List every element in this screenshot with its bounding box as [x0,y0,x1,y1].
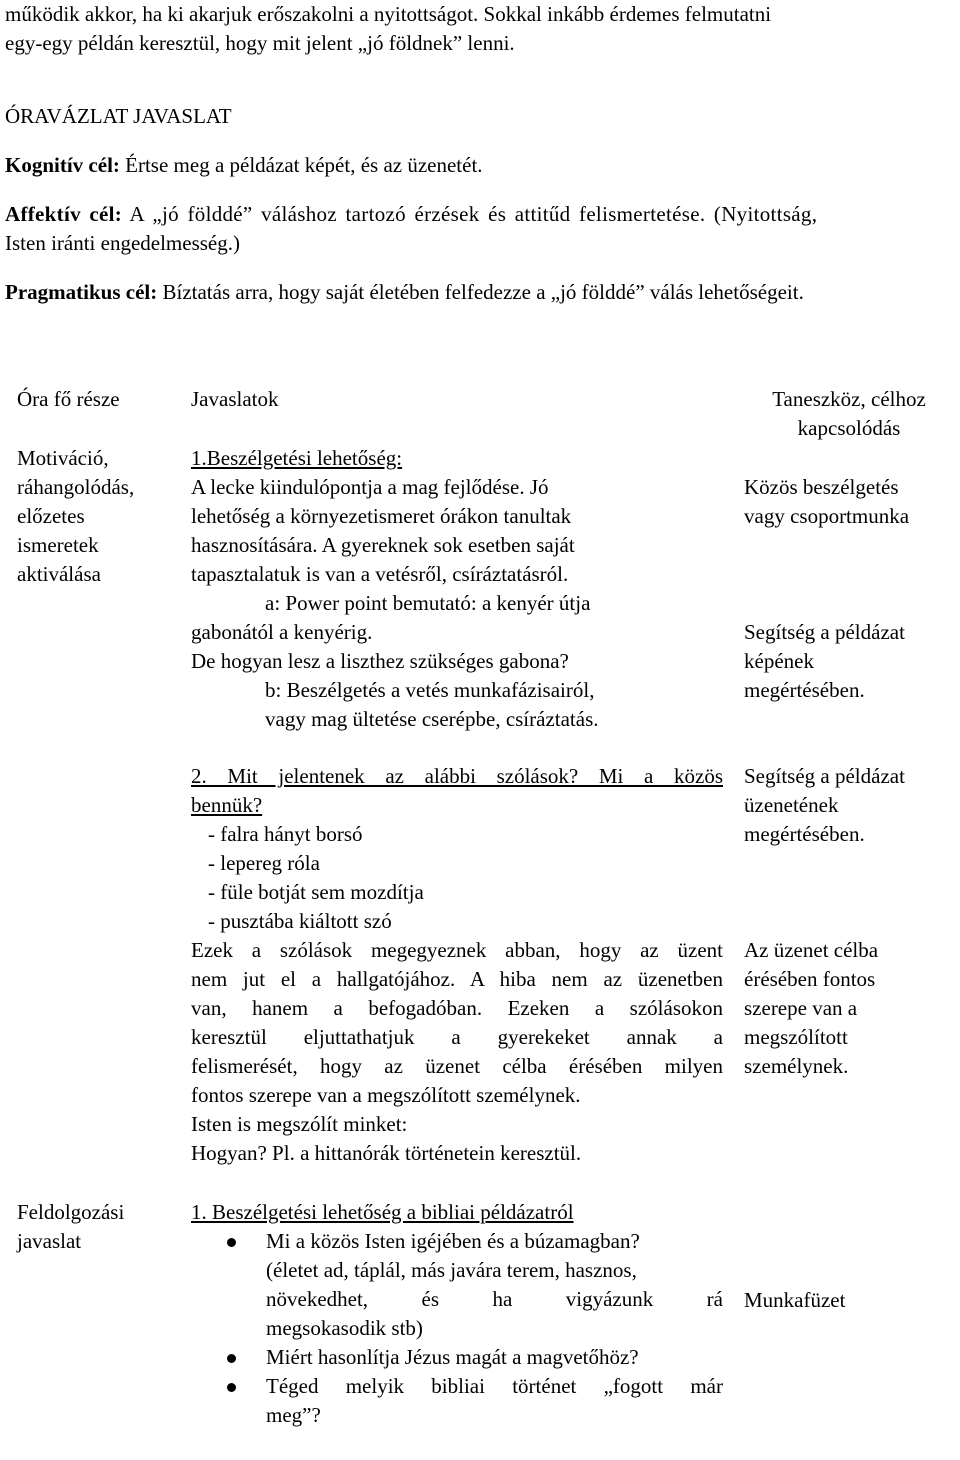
suggestion-1-a-line-1: a: Power point bemutató: a kenyér útja [265,591,591,615]
suggestion-2-end-line-2: Hogyan? Pl. a hittanórák történetein keresztül. [191,1141,582,1165]
tool-5: Munkafüzet [744,1288,846,1312]
suggestion-2-title-line-2: bennük? [191,793,263,817]
suggestion-3 [191,1198,723,1430]
tool-1 [744,473,954,531]
row1-part-line: előzetes [17,504,85,528]
row1-part-line: ráhangolódás, [17,475,135,499]
bullet-3-line: meg”? [266,1403,321,1427]
row1-part-line: Motiváció, [17,446,109,470]
suggestion-2-end-line-1: Isten is megszólít minket: [191,1112,408,1136]
affective-text-2: Isten iránti engedelmesség.) [5,231,240,255]
bullet-3-line: Téged melyik bibliai történet „fogott már [266,1374,723,1398]
bullet-1-line: megsokasodik stb) [266,1316,423,1340]
suggestion-1-question: De hogyan lesz a liszthez szükséges gabona? [191,649,569,673]
affective-text-1: A „jó földdé” váláshoz tartozó érzések és attitűd felismertetése. (Nyitottság, [129,202,818,226]
header-part: Óra fő része [17,387,120,411]
tool-3 [744,762,954,849]
suggestion-1-b-line-2: vagy mag ültetése cserépbe, csíráztatás. [265,707,599,731]
suggestion-2-title-line-1: 2. Mit jelentenek az alábbi szólások? Mi a közös [191,764,723,788]
header-tools-line-2: kapcsolódás [797,416,901,440]
suggestion-1-line: tapasztalatuk is van a vetésről, csíráztatásról. [191,562,569,586]
affective-label: Affektív cél: [5,202,123,226]
bullet-dot-icon [227,1383,236,1392]
bullet-1-line: növekedhet, és ha vigyázunk rá [266,1287,723,1311]
cognitive-goal [5,151,955,180]
pragmatic-text: Bíztatás arra, hogy saját életében felfedezze a „jó földdé” válás lehetőségeit. [162,280,804,304]
tool-3-line: Segítség a példázat [744,764,905,788]
row1-part-line: aktiválása [17,562,101,586]
suggestion-1-line: A lecke kiindulópontja a mag fejlődése. Jó [191,475,549,499]
tool-2-line: megértésében. [744,678,865,702]
suggestion-3-title: 1. Beszélgetési lehetőség a bibliai példázatról [191,1200,574,1224]
saying-item: - füle botját sem mozdítja [208,880,424,904]
tool-4-line: megszólított [744,1025,848,1049]
bullet-1-line: Mi a közös Isten igéjében és a búzamagban? [266,1229,640,1253]
tool-4 [744,936,954,1081]
tool-3-line: üzenetének [744,793,839,817]
bullet-2-line: Miért hasonlítja Jézus magát a magvetőhöz? [266,1345,639,1369]
plan-heading: ÓRAVÁZLAT JAVASLAT [5,104,232,128]
suggestion-2 [191,762,723,1168]
header-suggestions: Javaslatok [191,387,279,411]
suggestion-1-a-line-2: gabonától a kenyérig. [191,620,373,644]
saying-item: - pusztába kiáltott szó [208,909,392,933]
bullet-1-line: (életet ad, táplál, más javára terem, hasznos, [266,1258,637,1282]
intro-line-1: működik akkor, ha ki akarjuk erőszakolni a nyitottságot. Sokkal inkább érdemes felmutatni [5,2,772,26]
suggestion-1-title: 1.Beszélgetési lehetőség: [191,446,403,470]
suggestion-1-b-line-1: b: Beszélgetés a vetés munkafázisairól, [265,678,595,702]
cognitive-text: Értse meg a példázat képét, és az üzenetét. [125,153,483,177]
suggestion-2-line: keresztül eljuttathatjuk a gyerekeket annak a [191,1025,723,1049]
row1-part [17,444,177,589]
affective-goal [5,200,955,229]
suggestion-2-line: van, hanem a befogadóban. Ezeken a szólásokon [191,996,723,1020]
row2-part-line: Feldolgozási [17,1200,125,1224]
suggestion-1 [191,444,723,734]
tool-2 [744,618,954,705]
bullet-item-3 [191,1372,723,1430]
saying-item: - falra hányt borsó [208,822,363,846]
tool-4-line: személynek. [744,1054,849,1078]
tool-2-line: képének [744,649,814,673]
intro-line-2: egy-egy példán keresztül, hogy mit jelent „jó földnek” lenni. [5,31,515,55]
bullet-item-2 [191,1343,723,1372]
tool-4-line: érésében fontos [744,967,876,991]
suggestion-1-line: lehetőség a környezetismeret órákon tanultak [191,504,572,528]
suggestion-2-line: fontos szerepe van a megszólított személynek. [191,1083,581,1107]
header-tools-line-1: Taneszköz, célhoz [772,387,926,411]
tool-3-line: megértésében. [744,822,865,846]
tool-4-line: szerepe van a [744,996,858,1020]
row1-part-line: ismeretek [17,533,99,557]
row2-part [17,1198,177,1256]
suggestion-2-line: Ezek a szólások megegyeznek abban, hogy az üzent [191,938,723,962]
cognitive-label: Kognitív cél: [5,153,120,177]
row2-part-line: javaslat [17,1229,82,1253]
bullet-dot-icon [227,1354,236,1363]
saying-item: - lepereg róla [208,851,320,875]
tool-1-line: vagy csoportmunka [744,504,910,528]
pragmatic-goal [5,278,955,307]
bullet-item-1 [191,1227,723,1343]
tool-1-line: Közös beszélgetés [744,475,899,499]
tool-4-line: Az üzenet célba [744,938,879,962]
header-tools [744,385,954,443]
pragmatic-label: Pragmatikus cél: [5,280,158,304]
suggestion-2-line: felismerését, hogy az üzenet célba érésében milyen [191,1054,723,1078]
tool-2-line: Segítség a példázat [744,620,905,644]
suggestion-1-line: hasznosítására. A gyereknek sok esetben saját [191,533,575,557]
suggestion-2-line: nem jut el a hallgatójához. A hiba nem az üzenetben [191,967,723,991]
bullet-dot-icon [227,1238,236,1247]
